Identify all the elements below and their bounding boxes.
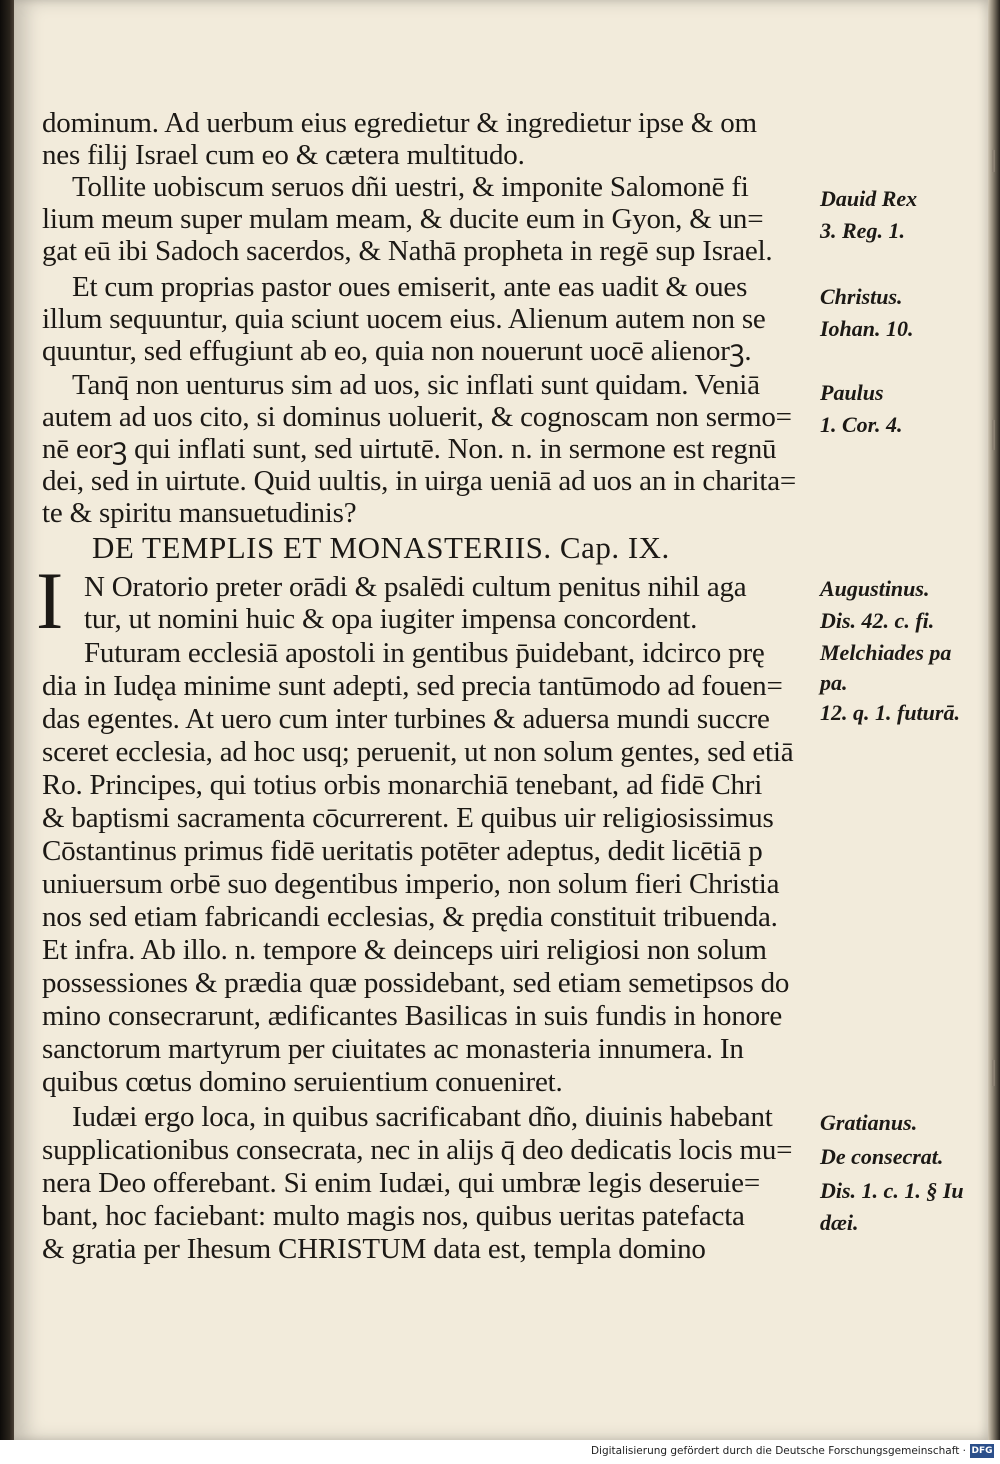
text-line: tur, ut nomini huic & opa iugiter impensa concordent. [84, 603, 698, 635]
text-line: N Oratorio preter orādi & psalēdi cultum penitus nihil aga [84, 571, 747, 603]
text-line: Iudæi ergo loca, in quibus sacrificabant dño, diuinis habebant [72, 1101, 773, 1133]
chapter-heading: DE TEMPLIS ET MONASTERIIS. Cap. IX. [92, 530, 670, 565]
text-line: dia in Iudęa minime sunt adepti, sed precia tantūmodo ad fouen= [42, 670, 783, 702]
text-line: sanctorum martyrum per ciuitates ac monasteria innumera. In [42, 1033, 744, 1065]
text-line: nera Deo offerebant. Si enim Iudæi, qui umbræ legis deseruie= [42, 1167, 760, 1199]
text-line: uniuersum orbē suo degentibus imperio, non solum fieri Christia [42, 868, 780, 900]
margin-note: Gratianus. [820, 1110, 918, 1135]
text-line: Cōstantinus primus fidē ueritatis potēter adeptus, dedit licētiā p [42, 835, 763, 867]
dfg-credit-text: Digitalisierung gefördert durch die Deutsche Forschungsgemeinschaft · [590, 1445, 966, 1457]
drop-capital: I [36, 555, 64, 646]
dfg-logo-icon: DFG [971, 1446, 993, 1456]
text-line: Tanq̄ non uenturus sim ad uos, sic inflati sunt quidam. Veniā [72, 369, 760, 401]
text-line: nes filij Israel cum eo & cætera multitudo. [42, 139, 525, 171]
text-line: sceret ecclesia, ad hoc usq; peruenit, ut non solum gentes, sed etiā [42, 736, 794, 768]
margin-note: 12. q. 1. futurā. [820, 700, 960, 725]
text-line: lium meum super mulam meam, & ducite eum in Gyon, & un= [42, 203, 764, 235]
text-line: quuntur, sed effugiunt ab eo, quia non nouerunt uocē alienorꝫ. [42, 335, 752, 367]
margin-note: Dis. 1. c. 1. § Iu [820, 1178, 964, 1203]
text-line: das egentes. At uero cum inter turbines & aduersa mundi succre [42, 703, 770, 735]
text-line: Futuram ecclesiā apostoli in gentibus p̄uidebant, idcirco prę [84, 637, 765, 669]
text-line: dominum. Ad uerbum eius egredietur & ingredietur ipse & om [42, 107, 757, 139]
text-line: Et infra. Ab illo. n. tempore & deinceps uiri religiosi non solum [42, 934, 767, 966]
margin-note: Melchiades pa [820, 640, 952, 665]
margin-note: Dauid Rex [820, 186, 918, 211]
text-line: te & spiritu mansuetudinis? [42, 497, 357, 529]
text-line: Ro. Principes, qui totius orbis monarchiā tenebant, ad fidē Chri [42, 769, 763, 801]
text-line: dei, sed in uirtute. Quid uultis, in uirga ueniā ad uos an in charita= [42, 465, 797, 497]
text-line: bant, hoc faciebant: multo magis nos, quibus ueritas patefacta [42, 1200, 745, 1232]
text-line: & gratia per Ihesum CHRISTUM data est, templa domino [42, 1233, 706, 1265]
margin-note: Dis. 42. c. fi. [820, 608, 935, 633]
text-line: mino consecrarunt, ædificantes Basilicas in suis fundis in honore [42, 1000, 783, 1032]
margin-note: dæi. [820, 1210, 859, 1235]
margin-note: 3. Reg. 1. [820, 218, 905, 243]
text-line: supplicationibus consecrata, nec in alijs q̄ deo dedicatis locis mu= [42, 1134, 793, 1166]
text-line: & baptismi sacramenta cōcurrerent. E quibus uir religiosissimus [42, 802, 774, 834]
margin-note: pa. [820, 670, 848, 695]
text-line: Et cum proprias pastor oues emiserit, ante eas uadit & oues [72, 271, 748, 303]
margin-note: Augustinus. [820, 576, 930, 601]
text-line: possessiones & prædia quæ possidebant, sed etiam semetipsos do [42, 967, 790, 999]
margin-note: Paulus [820, 380, 884, 405]
text-line: nē eorꝫ qui inflati sunt, sed uirtutē. Non. n. in sermone est regnū [42, 433, 777, 465]
text-line: nos sed etiam fabricandi ecclesias, & prędia constituit tribuenda. [42, 901, 778, 933]
margin-note: De consecrat. [820, 1144, 944, 1169]
footer-bar [0, 1440, 1000, 1464]
text-line: autem ad uos cito, si dominus uoluerit, & cognoscam non sermo= [42, 401, 792, 433]
margin-note: 1. Cor. 4. [820, 412, 903, 437]
text-line: illum sequuntur, quia sciunt uocem eius. Alienum autem non se [42, 303, 766, 335]
text-line: gat eū ibi Sadoch sacerdos, & Nathā propheta in regē sup Israel. [42, 235, 773, 267]
text-line: Tollite uobiscum seruos dñi uestri, & imponite Salomonē fi [72, 171, 749, 203]
text-line: quibus cœtus domino seruientium conueniret. [42, 1066, 563, 1098]
margin-note: Christus. [820, 284, 903, 309]
margin-note: Iohan. 10. [820, 316, 914, 341]
